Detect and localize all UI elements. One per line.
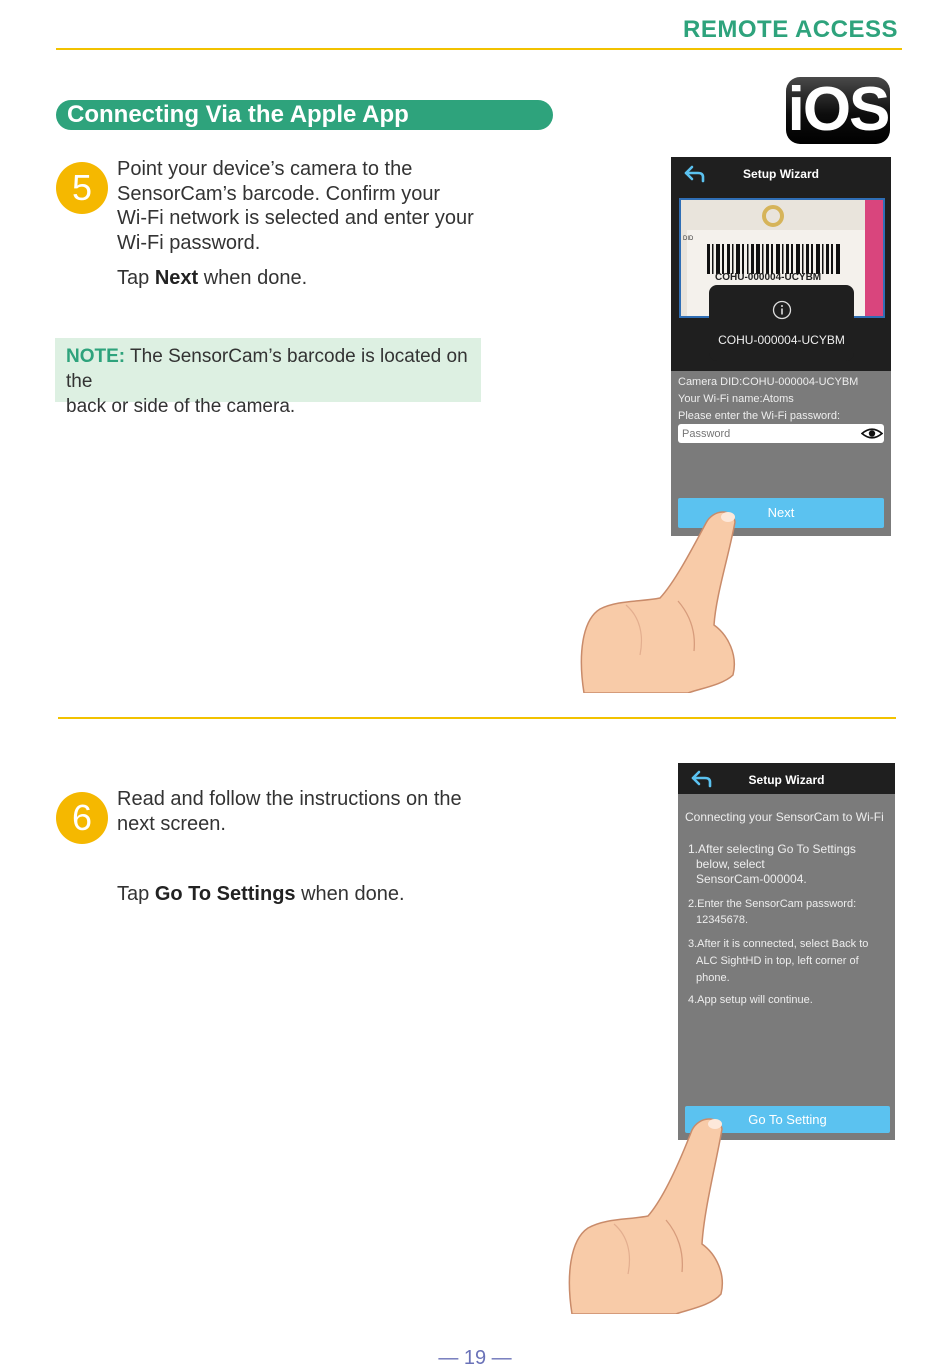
instruction-line: 2.Enter the SensorCam password: — [688, 898, 857, 910]
phone-screen-setup — [671, 157, 891, 536]
step-5-text — [117, 157, 497, 255]
step-5-line: Wi-Fi network is selected and enter your — [117, 207, 474, 229]
instruction-line: below, select — [696, 857, 765, 871]
instruction-item-4 — [688, 994, 813, 1006]
instructions-heading: Connecting your SensorCam to Wi-Fi — [685, 810, 884, 824]
header-rule — [56, 48, 902, 50]
step-6-line: next screen. — [117, 812, 226, 835]
tap-suffix: when done. — [295, 883, 405, 905]
instruction-line: 12345678. — [696, 914, 748, 926]
instruction-line: 3.After it is connected, select Back to — [688, 938, 869, 950]
instruction-line: phone. — [696, 972, 730, 984]
instruction-line: 4.App setup will continue. — [688, 994, 813, 1006]
camera-did-line: Camera DID:COHU-000004-UCYBM — [678, 376, 859, 388]
step-6-tap — [117, 882, 405, 907]
instruction-line: SensorCam-000004. — [696, 872, 807, 886]
subsection-title: Connecting Via the Apple App — [56, 100, 553, 130]
note-line-1: The SensorCam’s barcode is located on the — [66, 346, 468, 392]
step-5-line: SensorCam’s barcode. Confirm your — [117, 182, 441, 205]
wifi-name-line: Your Wi-Fi name:Atoms — [678, 393, 794, 405]
next-button[interactable]: Next — [678, 498, 884, 528]
step-6-text — [117, 787, 497, 836]
phone-screen-instructions — [678, 763, 895, 1140]
instruction-line: 1.After selecting Go To Settings — [688, 842, 856, 856]
tap-suffix: when done. — [198, 267, 308, 289]
barcode-info-popup — [709, 285, 854, 361]
note-label: NOTE: — [66, 346, 126, 367]
password-prompt: Please enter the Wi-Fi password: — [678, 410, 841, 422]
screen-title: Setup Wizard — [743, 167, 819, 181]
step-5-tap — [117, 266, 307, 291]
pointing-hand-icon — [566, 1112, 736, 1314]
barcode-small-label: DID — [683, 236, 694, 242]
step-6-circle: 6 — [56, 792, 108, 844]
tap-prefix: Tap — [117, 267, 155, 289]
instruction-line: ALC SightHD in top, left corner of — [696, 955, 859, 967]
tap-action: Go To Settings — [154, 883, 296, 905]
note-line-2: back or side of the camera. — [66, 396, 296, 417]
pointing-hand-icon — [578, 505, 748, 693]
section-header: REMOTE ACCESS — [683, 16, 898, 43]
step-5-line: Wi-Fi password. — [117, 231, 261, 254]
tap-prefix: Tap — [117, 883, 155, 905]
eye-icon[interactable] — [861, 427, 883, 440]
note-box — [55, 338, 481, 417]
tap-action: Next — [154, 267, 199, 289]
ios-badge: iOS — [787, 75, 889, 144]
instruction-item-3 — [688, 936, 868, 987]
section-divider — [58, 717, 896, 719]
go-to-settings-button[interactable]: Go To Setting — [685, 1106, 890, 1133]
step-5-line: Point your device’s camera to the — [117, 158, 413, 180]
page-number: — 19 — — [438, 1347, 512, 1369]
instruction-item-2 — [688, 896, 856, 928]
instruction-item-1 — [688, 842, 856, 887]
wifi-password-input[interactable] — [678, 424, 884, 443]
barcode-label: COHU-000004-UCYBM — [715, 272, 822, 283]
popup-text: COHU-000004-UCYBM — [718, 333, 845, 347]
screen-title: Setup Wizard — [748, 773, 825, 787]
info-icon — [772, 300, 792, 320]
step-5-circle: 5 — [56, 162, 108, 214]
phone-top-bar — [678, 763, 895, 794]
step-6-line: Read and follow the instructions on the — [117, 788, 462, 810]
